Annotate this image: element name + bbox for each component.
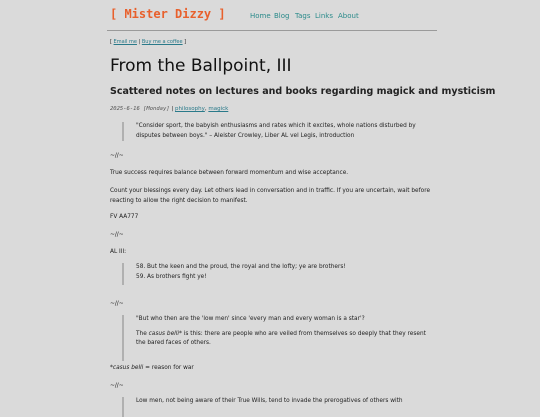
- blockquote-low-men: [122, 315, 426, 361]
- bracket-open: [: [110, 39, 114, 45]
- footnote-marker: *: [110, 365, 113, 371]
- verse-58: 58. But the keen and the proud, the royal and the lofty; ye are brothers!: [136, 264, 346, 270]
- quote-prefix: The: [136, 330, 149, 337]
- site-header: [0, 0, 540, 31]
- paragraph: AL III:: [110, 249, 127, 255]
- section-separator: ~//~: [110, 232, 124, 238]
- blockquote-crowley: [122, 122, 426, 141]
- quote-rest: * is this: there are people who are veiled from themselves so deeply that they resent the bared faces of others.: [136, 330, 426, 346]
- support-separator: |: [136, 39, 142, 45]
- footnote: [110, 364, 440, 374]
- coffee-link[interactable]: Buy me a coffee: [141, 39, 183, 45]
- tag-philosophy[interactable]: philosophy: [174, 106, 205, 112]
- quote-text: Low men, not being aware of their True Wills, tend to invade the prerogatives of others with: [136, 398, 403, 404]
- quote-text: [136, 330, 426, 349]
- nav-home[interactable]: Home: [250, 12, 271, 20]
- meta-separator: |: [169, 106, 175, 112]
- paragraph: FV AA777: [110, 214, 139, 220]
- quote-text: "Consider sport, the babyish enthusiasms and rates which it excites, whole nations disturbed by disputes between boys." – Aleister Crowley, Liber AL vel Legis, introduction: [136, 123, 416, 139]
- paragraph: Count your blessings every day. Let others lead in conversation and in traffic. If you are uncertain, wait before reacting to allow the right decision to manifest.: [110, 188, 431, 204]
- footnote-text: = reason for war: [143, 365, 194, 371]
- section-separator: ~//~: [110, 383, 124, 389]
- verse-59: 59. As brothers fight ye!: [136, 273, 207, 280]
- section-separator: ~//~: [110, 301, 124, 307]
- tag-magick[interactable]: magick: [208, 106, 229, 112]
- tag-separator: ,: [204, 106, 209, 112]
- post-title: From the Ballpoint, III: [110, 56, 292, 76]
- post-date: 2025-6-16 [Monday]: [110, 106, 170, 112]
- nav-about[interactable]: About: [338, 12, 359, 20]
- post-subtitle: Scattered notes on lectures and books regarding magick and mysticism: [110, 86, 496, 97]
- site-title-link[interactable]: [ Mister Dizzy ]: [110, 7, 226, 21]
- section-separator: ~//~: [110, 153, 124, 159]
- support-links: [110, 38, 186, 47]
- blockquote-verses: [122, 263, 426, 285]
- nav-tags[interactable]: Tags: [295, 12, 311, 20]
- email-link[interactable]: Email me: [113, 39, 137, 45]
- blockquote-last: [122, 397, 426, 417]
- footnote-term: casus belli: [112, 365, 144, 371]
- casus-belli-term: casus belli: [148, 330, 179, 337]
- header-divider: [107, 30, 437, 31]
- bracket-close: ]: [182, 39, 187, 45]
- nav-blog[interactable]: Blog: [274, 12, 290, 20]
- nav-links[interactable]: Links: [315, 12, 333, 20]
- post-meta: [110, 105, 228, 114]
- paragraph: True success requires balance between forward momentum and wise acceptance.: [110, 170, 349, 176]
- quote-text: "But who then are the 'low men' since 'every man and every woman is a star'?: [136, 316, 365, 322]
